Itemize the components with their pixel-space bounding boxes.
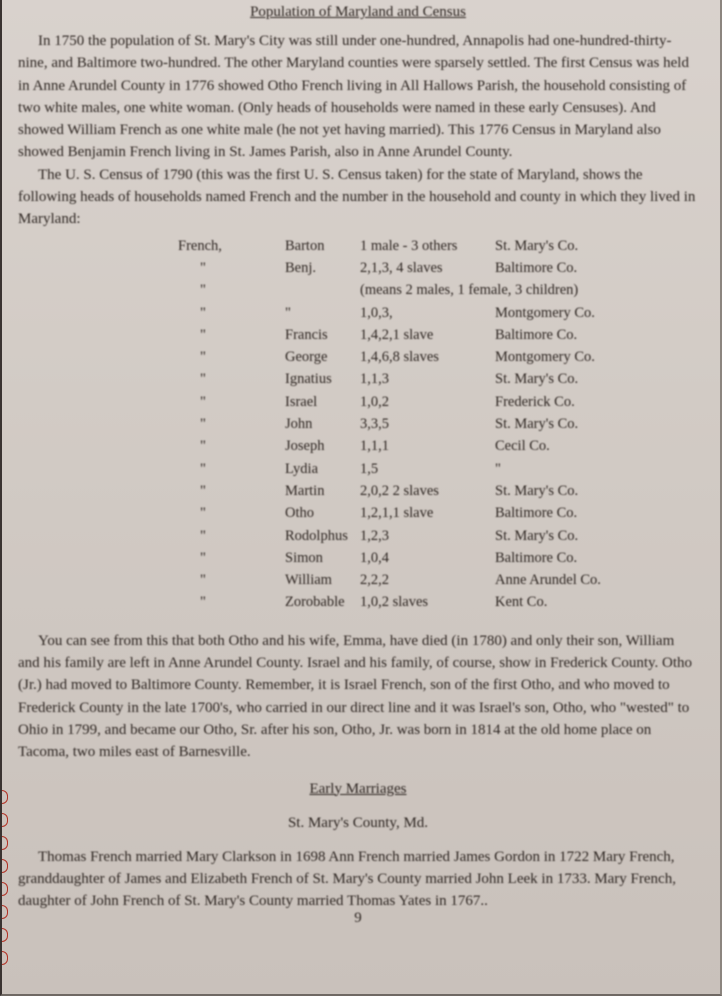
spiral-binding bbox=[2, 790, 10, 990]
county-cell: Kent Co. bbox=[495, 594, 548, 611]
table-row bbox=[178, 391, 685, 413]
county-cell: " bbox=[495, 460, 501, 477]
ditto-cell: " bbox=[200, 594, 206, 611]
table-row bbox=[178, 302, 685, 324]
ditto-cell: " bbox=[200, 393, 206, 410]
table-row bbox=[178, 324, 685, 346]
table-row bbox=[178, 458, 685, 480]
ditto-cell: " bbox=[200, 482, 206, 499]
county-cell: Frederick Co. bbox=[495, 393, 575, 410]
table-row bbox=[178, 368, 685, 390]
ditto-cell: " bbox=[200, 349, 206, 366]
household-count-cell: 1,0,2 bbox=[360, 393, 389, 410]
given-name-cell: Lydia bbox=[285, 460, 319, 477]
marriages-heading: Early Marriages bbox=[309, 780, 407, 797]
county-cell: St. Mary's Co. bbox=[495, 416, 579, 433]
household-count-cell: 1,2,3 bbox=[360, 527, 389, 544]
table-row bbox=[178, 525, 685, 547]
given-name-cell: Simon bbox=[285, 549, 323, 566]
table-row bbox=[178, 435, 685, 457]
given-name-cell: William bbox=[285, 572, 332, 589]
household-count-cell: 2,2,2 bbox=[360, 572, 389, 589]
given-name-cell: John bbox=[285, 416, 313, 433]
marriages-subheading: St. Mary's County, Md. bbox=[287, 814, 429, 831]
household-count-cell: 1,4,6,8 slaves bbox=[360, 349, 439, 366]
ditto-cell: " bbox=[200, 505, 206, 522]
ditto-cell: " bbox=[200, 416, 206, 433]
table-row bbox=[178, 257, 685, 279]
ditto-cell: " bbox=[200, 326, 206, 343]
household-count-cell: 1,1,3 bbox=[360, 371, 389, 388]
given-name-cell: Joseph bbox=[285, 438, 325, 455]
household-count-cell: 2,1,3, 4 slaves bbox=[360, 259, 443, 276]
given-name-cell: Zorobable bbox=[285, 594, 345, 611]
county-cell: Baltimore Co. bbox=[495, 326, 578, 343]
census-table bbox=[178, 235, 685, 614]
page-title: Population of Maryland and Census bbox=[250, 4, 466, 20]
ditto-cell: " bbox=[200, 460, 206, 477]
household-count-cell: 1,0,4 bbox=[360, 549, 389, 566]
paragraph-3: You can see from this that both Otho and his wife, Emma, have died (in 1780) and only their son, William and his family are left in Anne Arundel County. Israel and his family, of course, show in Frederick County. Otho (Jr.) had moved to Baltimore County. Remember, it is Israel French, son of the first Otho, and who moved to Frederick County in the late 1700's, who carried in our direct line and it was Israel's son, Otho, who "wested" to Ohio in 1799, and became our Otho, Sr. after his son, Otho, Jr. was born in 1814 at the old home place on Tacoma, two miles east of Barnesville. bbox=[18, 632, 693, 761]
given-name-cell: Israel bbox=[285, 393, 318, 410]
household-count-cell: 1 male - 3 others bbox=[360, 237, 458, 254]
ditto-cell: " bbox=[200, 438, 206, 455]
county-cell: Montgomery Co. bbox=[495, 304, 595, 321]
given-name-cell: Rodolphus bbox=[285, 527, 348, 544]
table-row bbox=[178, 591, 685, 613]
table-row bbox=[178, 547, 685, 569]
marriages-paragraph: Thomas French married Mary Clarkson in 1698 Ann French married James Gordon in 1722 Mary French, granddaughter of James and Elizabeth French of St. Mary's County married John Leek in 1733. Mary French, daughter of John French of St. Mary's County married Thomas Yates in 1767.. bbox=[18, 848, 676, 910]
table-row bbox=[178, 235, 685, 257]
ditto-cell: " bbox=[200, 527, 206, 544]
county-cell: Anne Arundel Co. bbox=[495, 572, 601, 589]
household-count-cell: 1,5 bbox=[360, 460, 379, 477]
given-name-cell: " bbox=[285, 304, 291, 321]
county-cell: St. Mary's Co. bbox=[495, 237, 579, 254]
household-count-cell: 1,4,2,1 slave bbox=[360, 326, 434, 343]
household-count-cell: 2,0,2 2 slaves bbox=[360, 482, 439, 499]
county-cell: Baltimore Co. bbox=[495, 505, 578, 522]
table-row bbox=[178, 502, 685, 524]
surname-cell: French, bbox=[178, 237, 222, 254]
county-cell: Montgomery Co. bbox=[495, 349, 595, 366]
ditto-cell: " bbox=[200, 282, 206, 299]
county-cell: Cecil Co. bbox=[495, 438, 550, 455]
given-name-cell: Barton bbox=[285, 237, 325, 254]
county-cell: Baltimore Co. bbox=[495, 549, 578, 566]
table-note-row bbox=[178, 279, 685, 301]
county-cell: St. Mary's Co. bbox=[495, 371, 579, 388]
ditto-cell: " bbox=[200, 572, 206, 589]
given-name-cell: Francis bbox=[285, 326, 328, 343]
table-row bbox=[178, 569, 685, 591]
ditto-cell: " bbox=[200, 549, 206, 566]
page-content bbox=[18, 0, 698, 927]
ditto-cell: " bbox=[200, 259, 206, 276]
household-count-cell: 1,1,1 bbox=[360, 438, 389, 455]
given-name-cell: Benj. bbox=[285, 259, 317, 276]
given-name-cell: Ignatius bbox=[285, 371, 332, 388]
paragraph-1: In 1750 the population of St. Mary's City was still under one-hundred, Annapolis had one-hundred-thirty-nine, and Baltimore two-hundred. The other Maryland counties were sparsely settled. The first Census was held in Anne Arundel County in 1776 showed Otho French living in All Hallows Parish, the household consisting of two white males, one white woman. (Only heads of households were named in these early Censuses). And showed William French as one white male (he not yet having married). This 1776 Census in Maryland also showed Benjamin French living in St. James Parish, also in Anne Arundel County. bbox=[18, 33, 689, 161]
county-cell: Baltimore Co. bbox=[495, 259, 578, 276]
household-count-cell: 1,2,1,1 slave bbox=[360, 505, 434, 522]
table-row bbox=[178, 480, 685, 502]
table-row bbox=[178, 413, 685, 435]
ditto-cell: " bbox=[200, 304, 206, 321]
given-name-cell: Martin bbox=[285, 482, 325, 499]
household-note: (means 2 males, 1 female, 3 children) bbox=[360, 282, 579, 299]
empty-cell bbox=[285, 279, 360, 301]
household-count-cell: 1,0,3, bbox=[360, 304, 393, 321]
given-name-cell: Otho bbox=[285, 505, 314, 522]
county-cell: St. Mary's Co. bbox=[495, 482, 579, 499]
table-row bbox=[178, 346, 685, 368]
paragraph-2: The U. S. Census of 1790 (this was the first U. S. Census taken) for the state of Maryland, shows the following heads of households named French and the number in the household and county in which they lived in Maryland: bbox=[18, 166, 696, 228]
household-count-cell: 1,0,2 slaves bbox=[360, 594, 429, 611]
ditto-cell: " bbox=[200, 371, 206, 388]
county-cell: St. Mary's Co. bbox=[495, 527, 579, 544]
household-count-cell: 3,3,5 bbox=[360, 416, 389, 433]
page-number: 9 bbox=[354, 910, 362, 927]
given-name-cell: George bbox=[285, 349, 328, 366]
